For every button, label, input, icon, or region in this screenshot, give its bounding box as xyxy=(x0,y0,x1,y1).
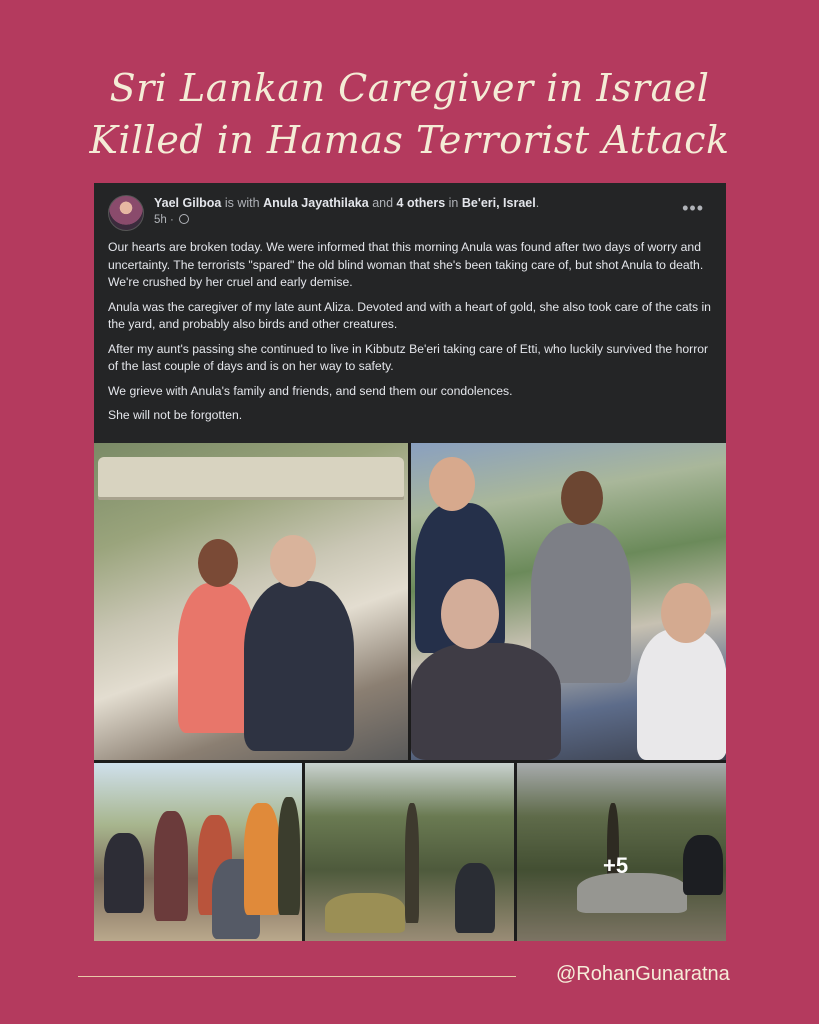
person-head xyxy=(198,539,238,587)
more-photos-count[interactable]: +5 xyxy=(603,853,629,878)
in-text: in xyxy=(448,196,459,210)
photo-grid xyxy=(94,443,726,941)
post-paragraph: Our hearts are broken today. We were informed that this morning Anula was found after two days of worry and uncertainty. The terrorists "spared" the old blind woman that she's been taking care of, but shot Anula to death. We're crushed by her cruel and early demise. xyxy=(108,240,704,289)
and-text: and xyxy=(372,196,394,210)
post-paragraph: Anula was the caregiver of my late aunt Aliza. Devoted and with a heart of gold, she also took care of the cats in the yard, and probably also birds and other creatures. xyxy=(108,299,711,331)
author-name[interactable]: Yael Gilboa xyxy=(154,196,222,210)
person-head xyxy=(270,535,316,587)
post-header xyxy=(108,195,712,235)
author-line: Yael Gilboa is with Anula Jayathilaka and 4 others in Be'eri, Israel. xyxy=(154,196,540,210)
tagged-person[interactable]: Anula Jayathilaka xyxy=(263,196,369,210)
person-head xyxy=(441,579,499,649)
photo-5[interactable] xyxy=(517,763,726,941)
person-head xyxy=(561,471,603,525)
headline-line-2: Killed in Hamas Terrorist Attack xyxy=(89,118,730,162)
garden-patch xyxy=(325,893,405,933)
post-paragraph: After my aunt's passing she continued to live in Kibbutz Be'eri taking care of Etti, who luckily survived the horror of the last couple of days and is on her way to safety. xyxy=(108,341,709,373)
more-photos-overlay[interactable] xyxy=(517,763,726,941)
photo-2[interactable] xyxy=(411,443,726,760)
post-time[interactable]: 5h · xyxy=(154,214,174,226)
with-text: is with xyxy=(224,196,260,210)
cart-canopy xyxy=(98,457,404,497)
person-head xyxy=(661,583,711,643)
person-shape xyxy=(244,581,354,751)
headline xyxy=(0,62,819,166)
photo-4[interactable] xyxy=(305,763,514,941)
post-paragraph: She will not be forgotten. xyxy=(108,408,243,422)
person-shape xyxy=(104,833,144,913)
author-handle: @RohanGunaratna xyxy=(556,963,730,985)
photo-3[interactable] xyxy=(94,763,302,941)
post-location[interactable]: Be'eri, Israel xyxy=(461,196,536,210)
tagged-others[interactable]: 4 others xyxy=(396,196,446,210)
photo-1[interactable] xyxy=(94,443,408,760)
facebook-post xyxy=(94,183,726,443)
person-shape xyxy=(244,803,280,915)
person-shape xyxy=(411,643,561,760)
person-shape xyxy=(637,629,726,760)
person-shape xyxy=(455,863,495,933)
headline-line-1: Sri Lankan Caregiver in Israel xyxy=(109,66,710,110)
post-paragraph: We grieve with Anula's family and friends, and send them our condolences. xyxy=(108,383,513,398)
avatar[interactable] xyxy=(108,195,144,231)
person-shape xyxy=(154,811,188,921)
post-body xyxy=(108,239,712,432)
tree-trunk xyxy=(405,803,419,923)
more-options-icon[interactable]: ••• xyxy=(682,198,704,218)
person-head xyxy=(429,457,475,511)
globe-icon xyxy=(179,214,189,224)
post-meta xyxy=(154,214,189,226)
person-shape xyxy=(278,797,300,915)
footer-divider xyxy=(78,976,516,977)
